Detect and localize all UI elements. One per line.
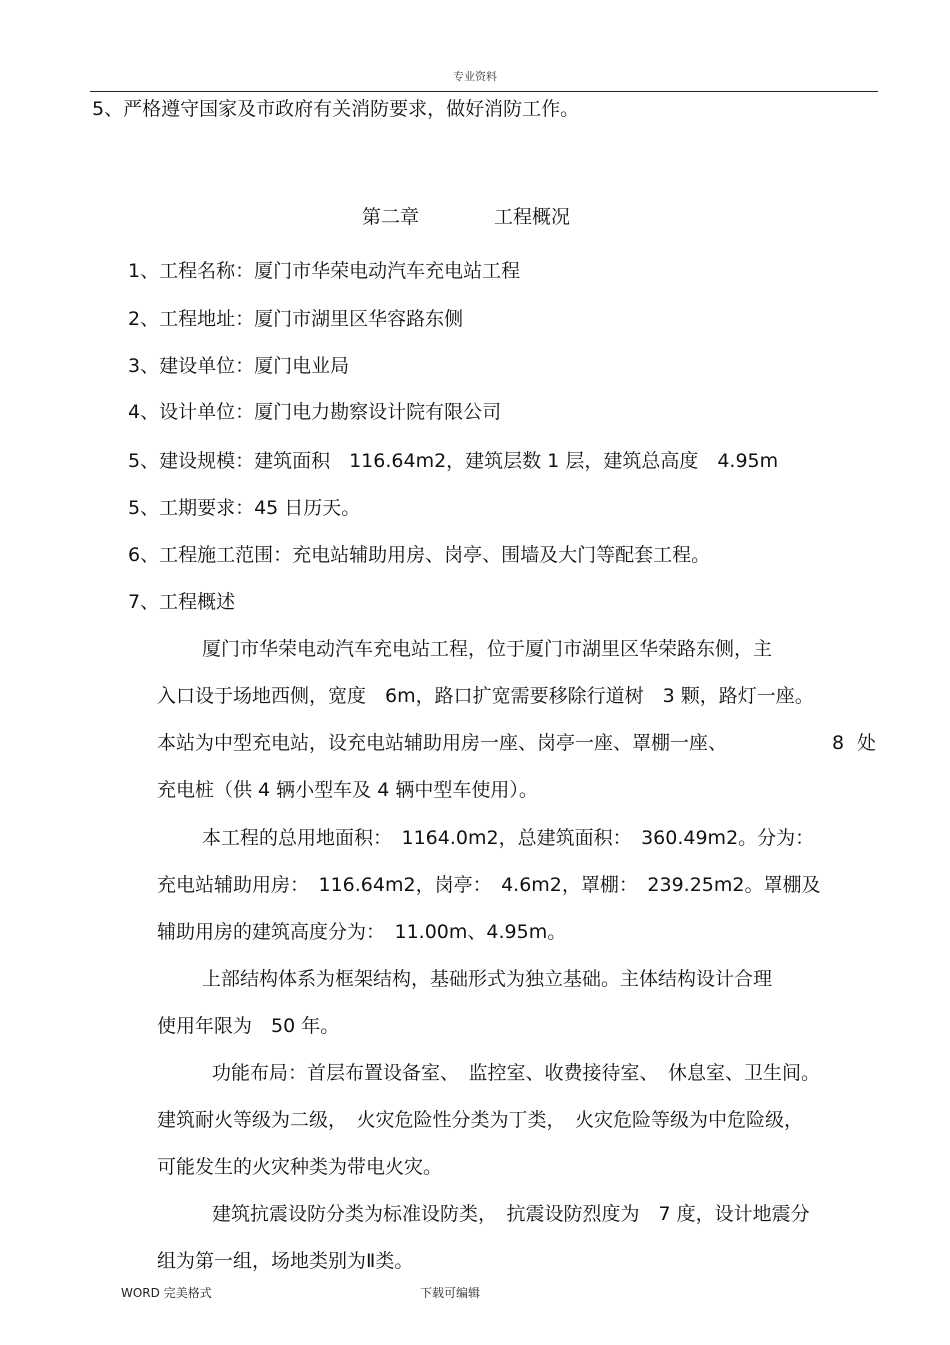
chapter-title: 工程概况: [494, 206, 571, 228]
list-item: 4、设计单位：厦门电力勘察设计院有限公司: [128, 401, 502, 423]
list-item: 5、建设规模：建筑面积 116.64m2，建筑层数 1 层，建筑总高度 4.95m: [128, 450, 779, 472]
paragraph-line: 上部结构体系为框架结构，基础形式为独立基础。主体结构设计合理: [202, 968, 773, 990]
page-header: 专业资料: [453, 70, 497, 83]
chapter-number: 第二章: [362, 206, 420, 228]
list-item: 3、建设单位：厦门电业局: [128, 355, 350, 377]
list-item: 2、工程地址：厦门市湖里区华容路东侧: [128, 308, 464, 330]
intro-item: 5、严格遵守国家及市政府有关消防要求，做好消防工作。: [92, 98, 580, 120]
paragraph-line: 充电站辅助用房： 116.64m2，岗亭： 4.6m2，罩棚： 239.25m2。罩棚及: [157, 874, 821, 896]
paragraph-line: 辅助用房的建筑高度分为： 11.00m、4.95m。: [157, 921, 567, 943]
list-item: 6、工程施工范围：充电站辅助用房、岗亭、围墙及大门等配套工程。: [128, 544, 711, 566]
footer-left: WORD 完美格式: [121, 1286, 212, 1300]
paragraph-line: 厦门市华荣电动汽车充电站工程，位于厦门市湖里区华荣路东侧，主: [202, 638, 773, 660]
paragraph-line: 使用年限为 50 年。: [157, 1015, 340, 1037]
footer-center: 下载可编辑: [420, 1286, 481, 1300]
paragraph-line: 充电桩（供 4 辆小型车及 4 辆中型车使用）。: [157, 779, 538, 801]
paragraph-line: 功能布局：首层布置设备室、 监控室、收费接待室、 休息室、卫生间。: [212, 1062, 821, 1084]
paragraph-line: 可能发生的火灾种类为带电火灾。: [157, 1156, 443, 1178]
paragraph-line: 建筑耐火等级为二级， 火灾危险性分类为丁类， 火灾危险等级为中危险级，: [157, 1109, 804, 1131]
paragraph-line: 本站为中型充电站，设充电站辅助用房一座、岗亭一座、罩棚一座、: [157, 732, 728, 754]
list-item: 1、工程名称：厦门市华荣电动汽车充电站工程: [128, 260, 521, 282]
paragraph-line: 本工程的总用地面积： 1164.0m2，总建筑面积： 360.49m2。分为：: [202, 827, 815, 849]
list-item: 7、工程概述: [128, 591, 236, 613]
paragraph-line: 处: [857, 732, 877, 754]
list-item: 5、工期要求：45 日历天。: [128, 497, 361, 519]
header-rule: [90, 91, 878, 92]
paragraph-line: 入口设于场地西侧，宽度 6m，路口扩宽需要移除行道树 3 颗，路灯一座。: [157, 685, 814, 707]
paragraph-line: 建筑抗震设防分类为标准设防类， 抗震设防烈度为 7 度，设计地震分: [212, 1203, 810, 1225]
paragraph-line: 8: [832, 732, 845, 754]
paragraph-line: 组为第一组，场地类别为Ⅱ类。: [157, 1250, 414, 1272]
